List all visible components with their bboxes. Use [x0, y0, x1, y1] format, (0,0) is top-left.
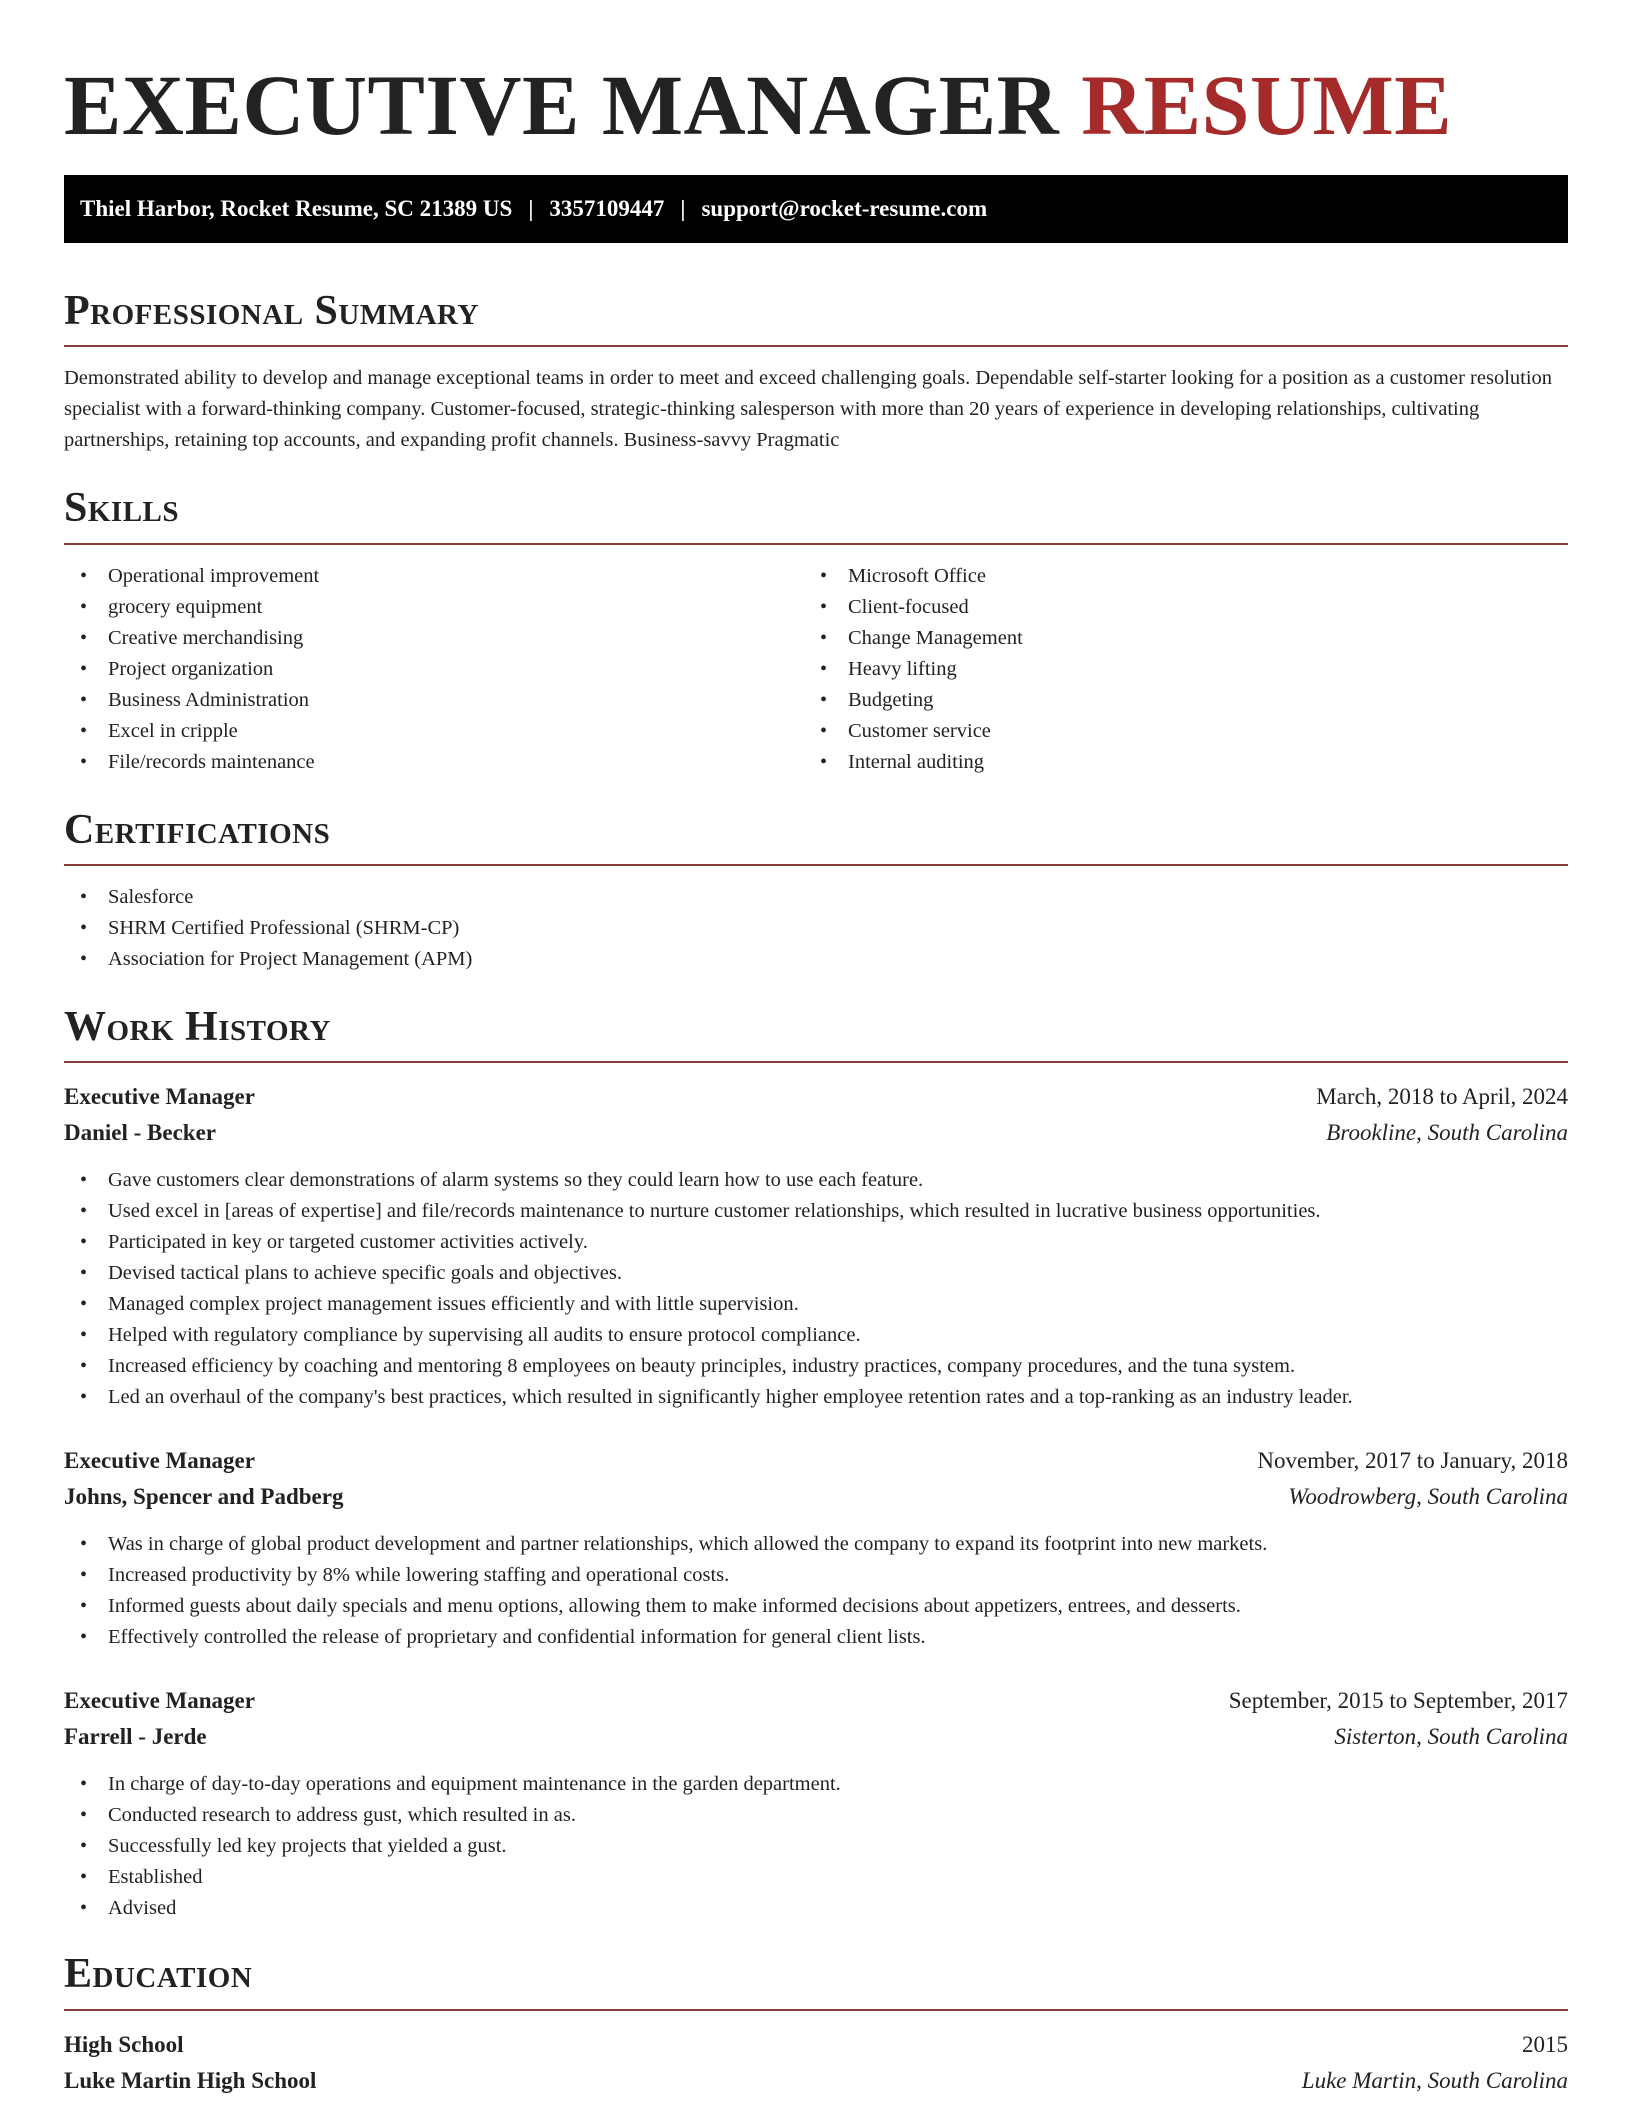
job-location: Woodrowberg, South Carolina [1288, 1484, 1568, 1510]
certifications-list [64, 882, 1568, 975]
job-entry [64, 1683, 1568, 1924]
job-entry [64, 1443, 1568, 1653]
job-dates: March, 2018 to April, 2024 [1316, 1084, 1568, 1110]
skills-list-right [804, 561, 1544, 778]
skill-item: • File/records maintenance [64, 747, 804, 778]
section-divider [64, 543, 1568, 545]
summary-heading: Professional Summary [64, 288, 479, 335]
contact-bar [64, 175, 1568, 243]
skill-item: • grocery equipment [64, 592, 804, 623]
education-entry [64, 2027, 1568, 2099]
contact-separator: | [528, 196, 534, 222]
job-bullet: • Increased efficiency by coaching and mentoring 8 employees on beauty principles, industry practices, company procedures, and the tuna system. [64, 1351, 1568, 1382]
job-location: Sisterton, South Carolina [1334, 1724, 1568, 1750]
resume-page [64, 0, 1568, 2099]
summary-text: Demonstrated ability to develop and manage exceptional teams in order to meet and exceed challenging goals. Dependable self-starter looking for a position as a customer resolution specialist with a forward-thinking company. Customer-focused, strategic-thinking salesperson with more than 20 years of experience in developing relationships, cultivating partnerships, retaining top accounts, and expanding profit channels. Business-savvy Pragmatic [64, 367, 1553, 452]
job-title: Executive Manager [64, 1448, 255, 1474]
section-divider [64, 864, 1568, 866]
job-dates: November, 2017 to January, 2018 [1257, 1448, 1568, 1474]
job-bullet: • Successfully led key projects that yielded a gust. [64, 1831, 1568, 1862]
job-bullet: • Conducted research to address gust, which resulted in as. [64, 1800, 1568, 1831]
education-degree: High School [64, 2031, 184, 2057]
job-bullet: • Informed guests about daily specials and menu options, allowing them to make informed decisions about appetizers, entrees, and desserts. [64, 1591, 1568, 1622]
job-company: Daniel - Becker [64, 1120, 217, 1146]
section-divider [64, 2009, 1568, 2011]
work-history-heading: Work History [64, 1004, 331, 1051]
skill-item: • Creative merchandising [64, 623, 804, 654]
skill-item: • Customer service [804, 716, 1544, 747]
work-history-section [64, 1003, 1568, 1924]
job-bullets [64, 1769, 1568, 1924]
contact-separator: | [680, 196, 686, 222]
education-school: Luke Martin High School [64, 2067, 317, 2093]
skills-list-left [64, 561, 804, 778]
skill-item: • Business Administration [64, 685, 804, 716]
skill-item: • Internal auditing [804, 747, 1544, 778]
job-bullet: • Led an overhaul of the company's best practices, which resulted in significantly higher employee retention rates and a top-ranking as an industry leader. [64, 1382, 1568, 1413]
job-bullets [64, 1165, 1568, 1413]
education-heading: Education [64, 1951, 253, 1998]
job-bullet: • Advised [64, 1893, 1568, 1924]
certification-item: • Association for Project Management (APM) [64, 944, 1568, 975]
job-bullet: • Managed complex project management issues efficiently and with little supervision. [64, 1289, 1568, 1320]
job-bullet: • Used excel in [areas of expertise] and file/records maintenance to nurture customer relationships, which resulted in lucrative business opportunities. [64, 1196, 1568, 1227]
job-entry [64, 1079, 1568, 1413]
job-bullet: • Established [64, 1862, 1568, 1893]
job-title: Executive Manager [64, 1688, 255, 1714]
summary-section [64, 287, 1568, 456]
skill-item: • Excel in cripple [64, 716, 804, 747]
certifications-heading: Certifications [64, 806, 331, 853]
skill-item: • Change Management [804, 623, 1544, 654]
job-company: Johns, Spencer and Padberg [64, 1484, 344, 1510]
certification-item: • SHRM Certified Professional (SHRM-CP) [64, 913, 1568, 944]
contact-email: support@rocket-resume.com [701, 196, 988, 222]
skills-grid [64, 561, 1568, 778]
job-dates: September, 2015 to September, 2017 [1228, 1688, 1568, 1714]
education-section [64, 1950, 1568, 2098]
job-bullet: • Effectively controlled the release of proprietary and confidential information for general client lists. [64, 1622, 1568, 1653]
job-bullet: • Was in charge of global product development and partner relationships, which allowed the company to expand its footprint into new markets. [64, 1529, 1568, 1560]
job-bullets [64, 1529, 1568, 1653]
job-bullet: • Gave customers clear demonstrations of alarm systems so they could learn how to use each feature. [64, 1165, 1568, 1196]
resume-title [64, 54, 1568, 157]
job-bullet: • Participated in key or targeted customer activities actively. [64, 1227, 1568, 1258]
section-divider [64, 345, 1568, 347]
skill-item: • Budgeting [804, 685, 1544, 716]
certification-item: • Salesforce [64, 882, 1568, 913]
skills-section [64, 484, 1568, 777]
certifications-section [64, 806, 1568, 975]
job-bullet: • Increased productivity by 8% while lowering staffing and operational costs. [64, 1560, 1568, 1591]
skill-item: • Project organization [64, 654, 804, 685]
skill-item: • Microsoft Office [804, 561, 1544, 592]
skill-item: • Operational improvement [64, 561, 804, 592]
job-bullet: • Devised tactical plans to achieve specific goals and objectives. [64, 1258, 1568, 1289]
title-accent: RESUME [1081, 57, 1453, 153]
contact-address: Thiel Harbor, Rocket Resume, SC 21389 US [80, 196, 513, 222]
job-title: Executive Manager [64, 1084, 255, 1110]
job-location: Brookline, South Carolina [1326, 1120, 1568, 1146]
contact-phone: 3357109447 [549, 196, 665, 222]
skill-item: • Heavy lifting [804, 654, 1544, 685]
job-bullet: • Helped with regulatory compliance by supervising all audits to ensure protocol compliance. [64, 1320, 1568, 1351]
section-divider [64, 1061, 1568, 1063]
skills-heading: Skills [64, 485, 180, 532]
job-bullet: • In charge of day-to-day operations and equipment maintenance in the garden department. [64, 1769, 1568, 1800]
education-location: Luke Martin, South Carolina [1301, 2067, 1568, 2093]
job-company: Farrell - Jerde [64, 1724, 207, 1750]
education-year: 2015 [1522, 2031, 1568, 2057]
title-main: EXECUTIVE MANAGER [64, 57, 1060, 153]
skill-item: • Client-focused [804, 592, 1544, 623]
